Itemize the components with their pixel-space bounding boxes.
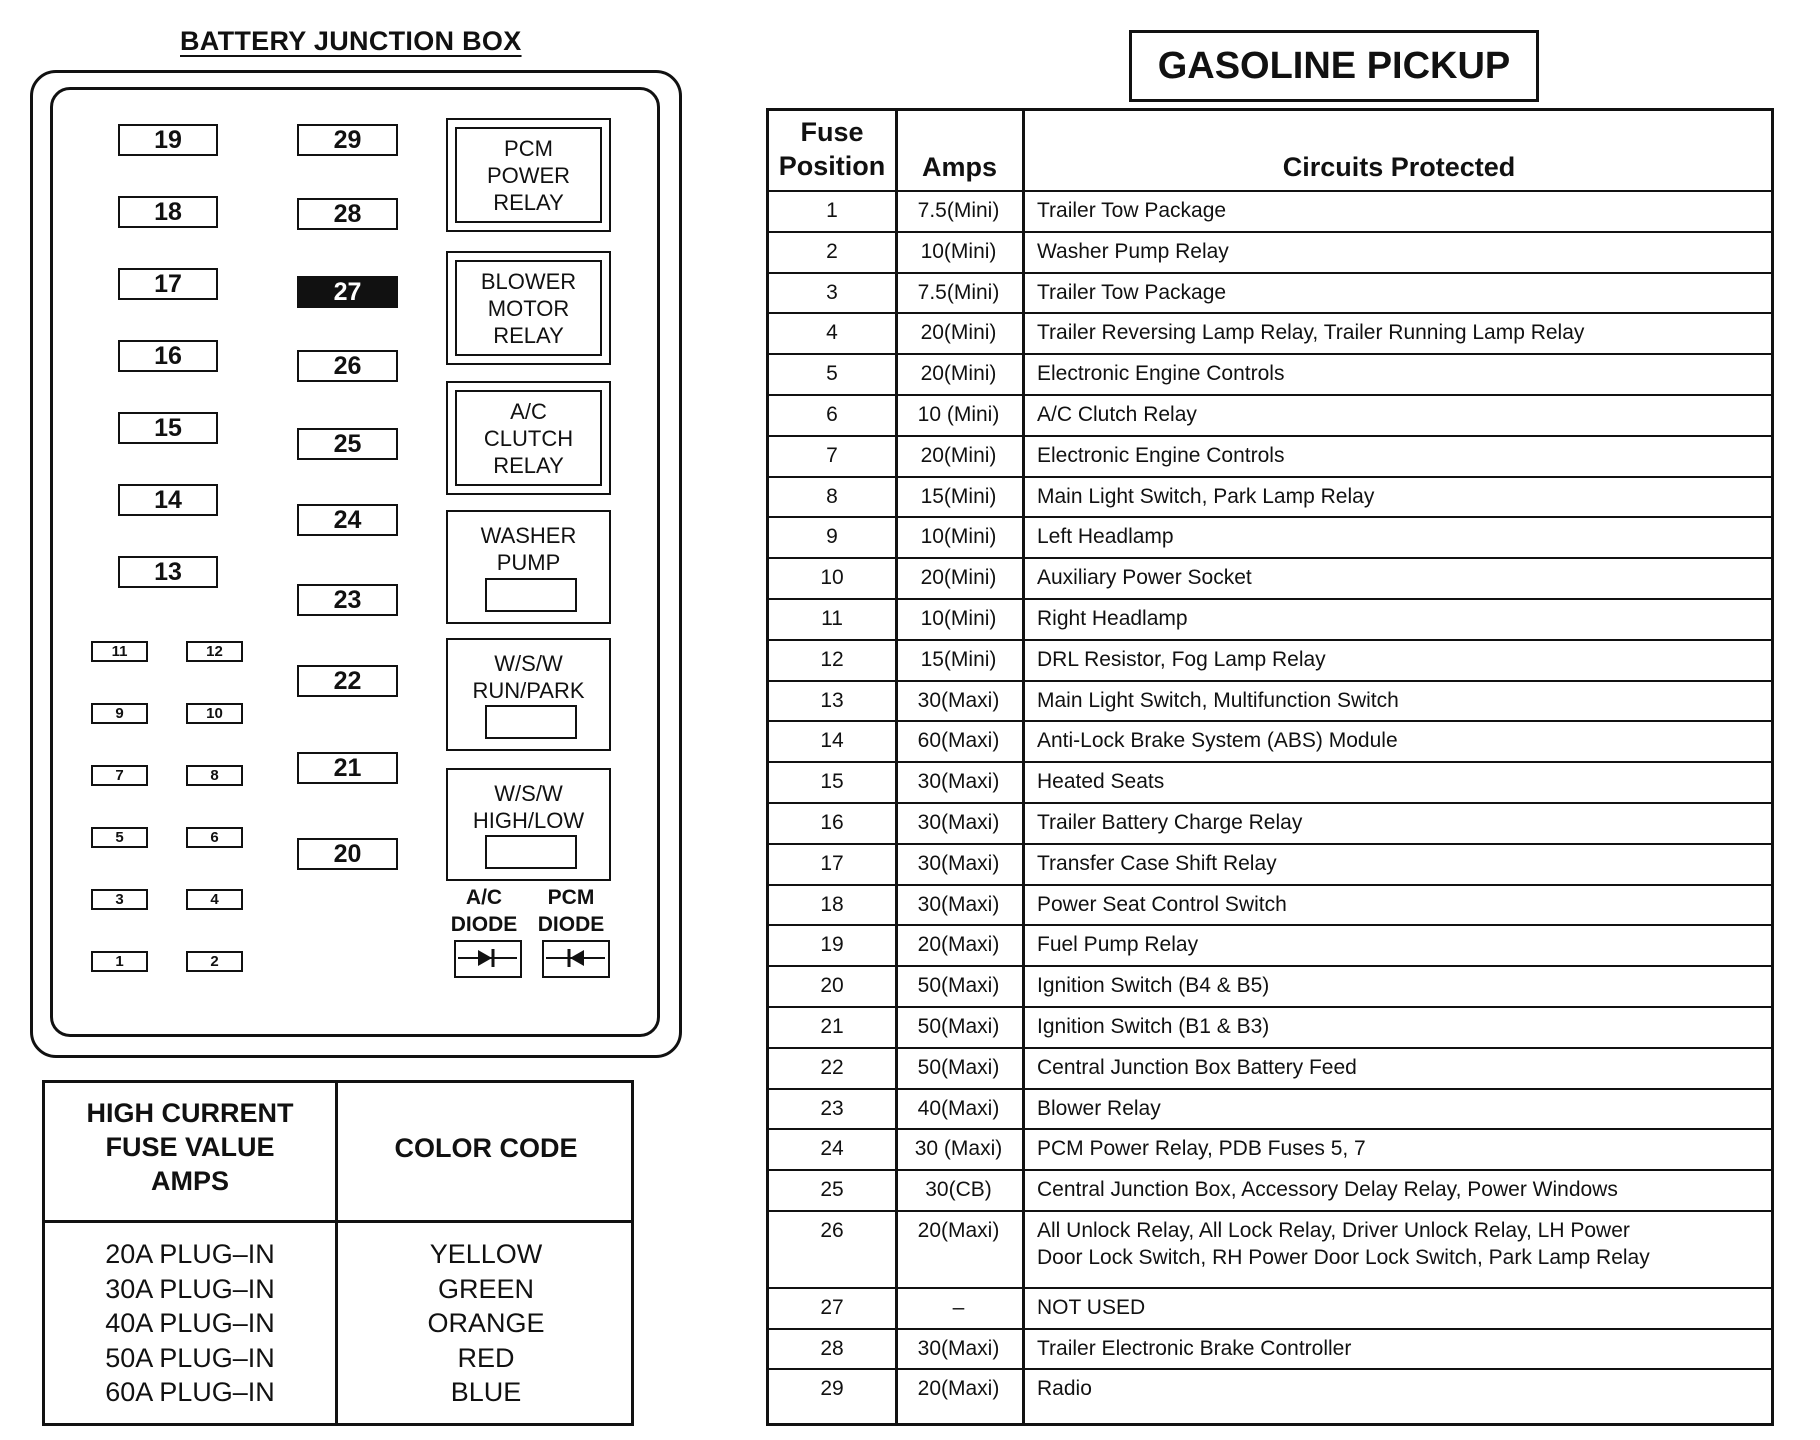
mini-fuse-3: 3 (91, 889, 148, 910)
circuit-line: Power Seat Control Switch (1037, 892, 1287, 916)
circuit-cell (1037, 972, 1757, 999)
fuse-value-column (45, 1237, 335, 1410)
circuit-line: Anti-Lock Brake System (ABS) Module (1037, 729, 1398, 753)
fuse-position-cell: 4 (826, 321, 838, 345)
fuse-position-cell: 28 (820, 1336, 844, 1360)
relay-slot (485, 578, 577, 612)
table-row-divider (766, 231, 1774, 233)
circuit-cell (1037, 850, 1757, 877)
table-row-divider (766, 353, 1774, 355)
fuse-position-cell: 23 (820, 1096, 844, 1120)
fuse-amps-cell: 30(Maxi) (917, 688, 1000, 712)
circuit-line: Radio (1037, 1377, 1092, 1401)
circuit-cell (1037, 1135, 1757, 1162)
fuse-position-cell: 21 (820, 1015, 844, 1038)
table-row-divider (766, 680, 1774, 682)
circuit-cell (1037, 727, 1757, 754)
wsw-run-park-relay (446, 638, 611, 751)
color-cell: ORANGE (427, 1308, 545, 1338)
fuse-amps-cell: 60(Maxi) (917, 729, 1000, 753)
fuse-amps-cell: 30(Maxi) (917, 811, 1000, 834)
table-row-divider (766, 1368, 1774, 1370)
circuit-cell (1037, 891, 1757, 918)
fuse-amps-cell: 15(Mini) (920, 484, 997, 508)
mini-fuse-8: 8 (186, 765, 243, 786)
relay-slot (485, 705, 577, 739)
table-row-divider (766, 639, 1774, 641)
fuse-amps-cell: 30(CB) (925, 1178, 992, 1202)
mini-fuse-1: 1 (91, 951, 148, 972)
table-row-divider (766, 1169, 1774, 1171)
fuse-amps-cell: 30(Maxi) (917, 851, 1000, 875)
fuse-15: 15 (118, 412, 218, 444)
fuse-position-cell: 6 (826, 403, 838, 426)
relay-label-line: RELAY (493, 452, 564, 478)
circuit-line: Trailer Tow Package (1037, 199, 1227, 222)
relay-label-line: RELAY (493, 322, 564, 348)
relay-label-line: RUN/PARK (472, 678, 585, 703)
fuse-26: 26 (297, 350, 398, 382)
fuse-position-cell: 13 (820, 688, 844, 712)
fuse-position-cell: 27 (820, 1295, 844, 1319)
fuse-position-cell: 9 (826, 525, 838, 549)
relay-label-line: RELAY (493, 189, 564, 215)
fuse-18: 18 (118, 196, 218, 228)
circuit-cell (1037, 1217, 1757, 1271)
fuse-position-cell: 19 (820, 933, 844, 957)
circuit-line: Trailer Battery Charge Relay (1037, 811, 1303, 834)
circuit-line: Central Junction Box, Accessory Delay Relay, Power Windows (1037, 1178, 1618, 1202)
circuit-line: Central Junction Box Battery Feed (1037, 1055, 1357, 1079)
header-line: Position (778, 151, 886, 181)
fuse-amps-cell: 50(Maxi) (917, 974, 1000, 998)
circuit-line: Left Headlamp (1037, 525, 1174, 549)
fuse-position-cell: 25 (820, 1178, 844, 1202)
circuit-cell (1037, 442, 1757, 469)
relay-label-line: W/S/W (494, 651, 563, 676)
fuse-29: 29 (297, 124, 398, 156)
header-line: FUSE VALUE (105, 1132, 275, 1162)
fuse-position-cell: 10 (820, 566, 844, 590)
relay-label-line: W/S/W (494, 781, 563, 806)
table-row-divider (766, 557, 1774, 559)
circuit-line: Ignition Switch (B4 & B5) (1037, 974, 1270, 998)
fuse-amps-cell: 15(Mini) (920, 647, 997, 671)
mini-fuse-7: 7 (91, 765, 148, 786)
pcm-diode-label (531, 884, 611, 938)
circuit-line: Ignition Switch (B1 & B3) (1037, 1015, 1270, 1038)
mini-fuse-2: 2 (186, 951, 243, 972)
fuse-position-cell: 8 (826, 484, 838, 508)
fuse-position-cell: 5 (826, 362, 838, 386)
fuse-position-cell: 26 (820, 1219, 844, 1242)
circuit-line: Main Light Switch, Park Lamp Relay (1037, 484, 1375, 508)
fuse-19: 19 (118, 124, 218, 156)
relay-label-line: PUMP (496, 550, 561, 575)
circuit-cell (1037, 1095, 1757, 1122)
junction-box-title: BATTERY JUNCTION BOX (180, 26, 522, 56)
circuit-line: Auxiliary Power Socket (1037, 566, 1252, 590)
circuit-line: Door Lock Switch, RH Power Door Lock Switch, Park Lamp Relay (1037, 1246, 1650, 1269)
ac-diode-label (444, 884, 524, 938)
table-row-divider (766, 1006, 1774, 1008)
relay-slot (485, 835, 577, 869)
circuit-line: DRL Resistor, Fog Lamp Relay (1037, 647, 1326, 671)
circuit-line: Washer Pump Relay (1037, 239, 1229, 263)
table-divider (42, 1220, 634, 1223)
fuse-position-cell: 15 (820, 770, 844, 794)
fuse-28: 28 (297, 198, 398, 230)
fuse-position-cell: 2 (826, 239, 838, 263)
mini-fuse-9: 9 (91, 703, 148, 724)
circuit-line: Electronic Engine Controls (1037, 443, 1285, 467)
fuse-amps-cell: – (952, 1295, 965, 1319)
fuse-amps-cell: 30(Maxi) (917, 770, 1000, 794)
mini-fuse-5: 5 (91, 827, 148, 848)
relay-label-line: POWER (486, 162, 571, 188)
circuit-cell (1037, 1375, 1757, 1402)
relay-label-line: BLOWER (480, 268, 577, 294)
fuse-amps-cell: 20(Mini) (920, 362, 997, 386)
circuit-cell (1037, 360, 1757, 387)
fuse-position-cell: 18 (820, 892, 844, 916)
circuit-cell (1037, 401, 1757, 428)
blower-motor-relay (446, 251, 611, 365)
fuse-value-cell: 30A PLUG–IN (105, 1273, 275, 1304)
circuit-cell (1037, 564, 1757, 591)
table-row-divider (766, 843, 1774, 845)
circuit-cell (1037, 687, 1757, 714)
fuse-position-cell: 16 (820, 811, 844, 834)
fuse-amps-cell: 10(Mini) (920, 239, 997, 263)
fuse-21: 21 (297, 752, 398, 784)
table-row-divider (766, 965, 1774, 967)
table-row-divider (766, 394, 1774, 396)
fuse-amps-cell: 30(Maxi) (917, 1336, 1000, 1360)
header-line: HIGH CURRENT (86, 1098, 294, 1128)
circuit-line: Blower Relay (1037, 1096, 1161, 1120)
circuit-line: Trailer Electronic Brake Controller (1037, 1336, 1352, 1360)
fuse-amps-cell: 7.5(Mini) (917, 280, 1000, 304)
fuse-position-cell: 24 (820, 1137, 844, 1161)
relay-label-line: A/C (510, 398, 547, 424)
pcm-diode (542, 940, 610, 978)
diode-label-line: PCM (547, 886, 595, 909)
fuse-value-header (45, 1096, 335, 1198)
table-divider (1022, 108, 1025, 1426)
fuse-25: 25 (297, 428, 398, 460)
fuse-13: 13 (118, 556, 218, 588)
color-cell: GREEN (437, 1273, 535, 1304)
circuit-cell (1037, 197, 1757, 224)
position-header (770, 115, 894, 183)
table-row-divider (766, 1047, 1774, 1049)
relay-label-line: WASHER (480, 523, 577, 548)
fuse-amps-cell: 50(Maxi) (917, 1055, 1000, 1079)
ac-clutch-relay (446, 381, 611, 495)
circuit-cell (1037, 1054, 1757, 1081)
header-line: AMPS (150, 1166, 229, 1196)
table-row-divider (766, 272, 1774, 274)
table-row-divider (766, 761, 1774, 763)
fuse-amps-cell: 7.5(Mini) (917, 199, 1000, 222)
relay-label-line: MOTOR (487, 295, 570, 321)
diode-reverse-icon (544, 942, 607, 975)
table-row-divider (766, 802, 1774, 804)
header-line: Fuse (800, 117, 864, 147)
fuse-16: 16 (118, 340, 218, 372)
circuit-line: PCM Power Relay, PDB Fuses 5, 7 (1037, 1137, 1366, 1161)
table-row-divider (766, 598, 1774, 600)
circuit-cell (1037, 1335, 1757, 1362)
table-row-divider (766, 190, 1774, 192)
color-cell: BLUE (450, 1377, 522, 1407)
circuit-line: Trailer Tow Package (1037, 280, 1227, 304)
fuse-amps-cell: 20(Mini) (920, 321, 997, 345)
circuit-cell (1037, 768, 1757, 795)
table-row-divider (766, 1287, 1774, 1289)
wsw-high-low-relay (446, 768, 611, 881)
circuit-cell (1037, 523, 1757, 550)
fuse-position-cell: 22 (820, 1055, 844, 1079)
color-cell: YELLOW (429, 1239, 543, 1269)
fuse-14: 14 (118, 484, 218, 516)
circuit-cell (1037, 1294, 1757, 1321)
circuit-line: Right Headlamp (1037, 607, 1188, 630)
fuse-position-cell: 11 (821, 607, 843, 630)
circuit-cell (1037, 646, 1757, 673)
circuit-line: Fuel Pump Relay (1037, 933, 1199, 957)
color-cell: RED (457, 1342, 515, 1373)
mini-fuse-6: 6 (186, 827, 243, 848)
diode-label-line: DIODE (450, 913, 518, 936)
circuit-cell (1037, 1013, 1757, 1040)
circuit-line: A/C Clutch Relay (1037, 403, 1197, 426)
circuit-line: Main Light Switch, Multifunction Switch (1037, 688, 1399, 712)
table-row-divider (766, 1210, 1774, 1212)
circuits-header: Circuits Protected (1282, 152, 1516, 182)
mini-fuse-11: 11 (91, 641, 148, 662)
fuse-amps-cell: 20(Maxi) (917, 1377, 1000, 1401)
fuse-position-cell: 7 (826, 443, 838, 467)
mini-fuse-4: 4 (186, 889, 243, 910)
circuit-cell (1037, 483, 1757, 510)
color-column (338, 1237, 634, 1410)
fuse-amps-cell: 10(Mini) (920, 525, 997, 549)
circuit-cell (1037, 809, 1757, 836)
circuit-line: Heated Seats (1037, 770, 1165, 794)
table-row-divider (766, 1088, 1774, 1090)
fuse-position-cell: 1 (826, 199, 838, 222)
fuse-amps-cell: 40(Maxi) (917, 1096, 1000, 1120)
relay-label-line: CLUTCH (483, 425, 574, 451)
fuse-17: 17 (118, 268, 218, 300)
mini-fuse-12: 12 (186, 641, 243, 662)
fuse-value-cell: 40A PLUG–IN (105, 1308, 275, 1338)
table-row-divider (766, 1128, 1774, 1130)
circuit-cell (1037, 279, 1757, 306)
fuse-value-cell: 20A PLUG–IN (105, 1239, 275, 1269)
fuse-amps-cell: 10(Mini) (920, 607, 997, 630)
fuse-amps-cell: 20(Maxi) (917, 1219, 1000, 1242)
table-row-divider (766, 312, 1774, 314)
washer-pump-relay (446, 510, 611, 624)
table-row-divider (766, 435, 1774, 437)
circuit-line: All Unlock Relay, All Lock Relay, Driver Unlock Relay, LH Power (1037, 1219, 1630, 1242)
fuse-amps-cell: 20(Maxi) (917, 933, 1000, 957)
circuit-cell (1037, 931, 1757, 958)
fuse-position-cell: 3 (826, 280, 838, 304)
table-row-divider (766, 1328, 1774, 1330)
table-row-divider (766, 924, 1774, 926)
table-row-divider (766, 516, 1774, 518)
circuit-line: Trailer Reversing Lamp Relay, Trailer Running Lamp Relay (1037, 321, 1585, 345)
fuse-amps-cell: 50(Maxi) (917, 1015, 1000, 1038)
relay-label-line: HIGH/LOW (472, 808, 585, 833)
fuse-24: 24 (297, 504, 398, 536)
circuit-cell (1037, 1176, 1757, 1203)
fuse-amps-cell: 20(Mini) (920, 443, 997, 467)
fuse-position-cell: 17 (820, 851, 844, 875)
ac-diode (454, 940, 522, 978)
fuse-amps-cell: 30(Maxi) (917, 892, 1000, 916)
fuse-amps-cell: 30 (Maxi) (914, 1137, 1003, 1161)
table-row-divider (766, 720, 1774, 722)
pcm-power-relay (446, 118, 611, 232)
circuit-line: Electronic Engine Controls (1037, 362, 1285, 386)
fuse-27-not-used: 27 (297, 276, 398, 308)
amps-header: Amps (921, 152, 997, 182)
circuit-line: NOT USED (1037, 1295, 1146, 1319)
circuit-cell (1037, 605, 1757, 632)
fuse-position-cell: 29 (820, 1377, 844, 1401)
fuse-position-cell: 14 (820, 729, 844, 753)
fuse-value-cell: 60A PLUG–IN (105, 1377, 275, 1407)
table-row-divider (766, 884, 1774, 886)
diode-label-line: DIODE (537, 913, 605, 936)
table-row-divider (766, 476, 1774, 478)
fuse-amps-cell: 20(Mini) (920, 566, 997, 590)
fuse-23: 23 (297, 584, 398, 616)
fuse-22: 22 (297, 665, 398, 697)
diode-label-line: A/C (465, 886, 503, 909)
mini-fuse-10: 10 (186, 703, 243, 724)
fuse-position-cell: 12 (820, 647, 844, 671)
fuse-value-cell: 50A PLUG–IN (105, 1342, 275, 1373)
circuit-cell (1037, 238, 1757, 265)
circuit-cell (1037, 319, 1757, 346)
fuse-20: 20 (297, 838, 398, 870)
circuit-line: Transfer Case Shift Relay (1037, 851, 1277, 875)
color-code-header: COLOR CODE (394, 1133, 578, 1163)
fuse-position-cell: 20 (820, 974, 844, 998)
fuse-amps-cell: 10 (Mini) (917, 403, 1000, 426)
diode-forward-icon (456, 942, 519, 975)
gasoline-pickup-title: GASOLINE PICKUP (1129, 30, 1539, 102)
relay-label-line: PCM (504, 135, 553, 161)
